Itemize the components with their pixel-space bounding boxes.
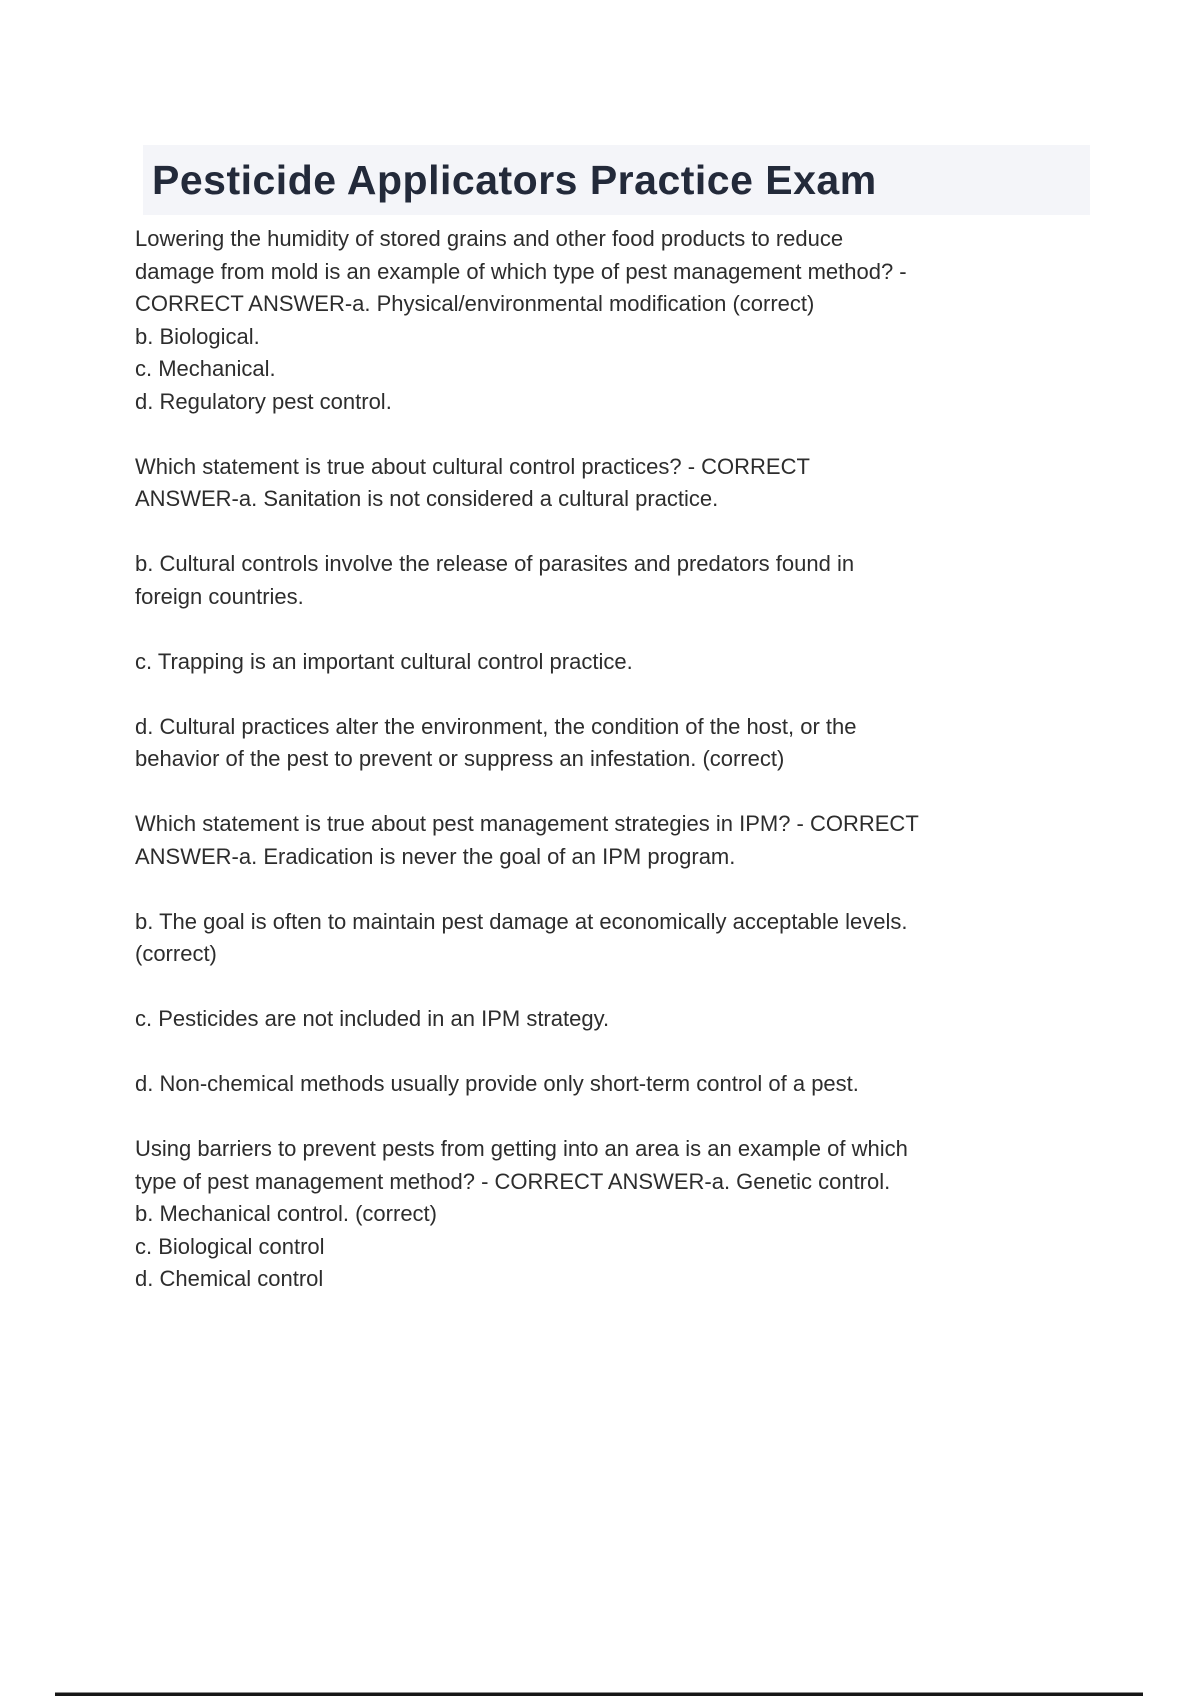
paragraph-line: Using barriers to prevent pests from getting into an area is an example of which <box>135 1136 908 1161</box>
paragraph-line: c. Mechanical. <box>135 356 276 381</box>
paragraph <box>135 1133 1095 1296</box>
paragraph-line: foreign countries. <box>135 583 304 609</box>
paragraph-line: d. Cultural practices alter the environment, the condition of the host, or the <box>135 713 857 739</box>
paragraph <box>135 646 1095 679</box>
paragraph-line: Which statement is true about pest management strategies in IPM? - CORRECT <box>135 811 919 836</box>
paragraph-line: c. Biological control <box>135 1233 325 1259</box>
page-title: Pesticide Applicators Practice Exam <box>152 156 877 203</box>
paragraph-line: (correct) <box>135 941 217 966</box>
paragraph-line: d. Non-chemical methods usually provide only short-term control of a pest. <box>135 1071 859 1096</box>
paragraph <box>135 223 1095 418</box>
paragraph-line: d. Chemical control <box>135 1266 324 1291</box>
paragraph-line: Lowering the humidity of stored grains and other food products to reduce <box>135 226 844 251</box>
paragraph-line: c. Pesticides are not included in an IPM strategy. <box>135 1006 610 1031</box>
paragraph-line: Which statement is true about cultural control practices? - CORRECT <box>135 453 810 479</box>
paragraph-line: c. Trapping is an important cultural control practice. <box>135 648 633 674</box>
paragraph <box>135 451 1095 516</box>
paragraph-line: ANSWER-a. Eradication is never the goal of an IPM program. <box>135 843 736 869</box>
paragraph <box>135 548 1095 613</box>
footer-divider-line <box>55 1692 1143 1696</box>
paragraph <box>135 906 1095 971</box>
paragraph-line: b. The goal is often to maintain pest damage at economically acceptable levels. <box>135 908 908 934</box>
paragraph-line: behavior of the pest to prevent or suppress an infestation. (correct) <box>135 746 785 771</box>
title-highlight-band <box>143 145 1090 215</box>
paragraph-line: CORRECT ANSWER-a. Physical/environmental modification (correct) <box>135 291 815 316</box>
document-body <box>135 223 1095 1296</box>
paragraph-line: damage from mold is an example of which type of pest management method? - <box>135 258 907 284</box>
paragraph-line: ANSWER-a. Sanitation is not considered a cultural practice. <box>135 486 719 511</box>
paragraph <box>135 1003 1095 1036</box>
paragraph <box>135 711 1095 776</box>
paragraph <box>135 808 1095 873</box>
paragraph-line: b. Mechanical control. (correct) <box>135 1201 437 1226</box>
paragraph-line: d. Regulatory pest control. <box>135 388 392 414</box>
paragraph-line: b. Cultural controls involve the release of parasites and predators found in <box>135 551 855 576</box>
paragraph-line: b. Biological. <box>135 323 260 349</box>
paragraph-line: type of pest management method? - CORRECT ANSWER-a. Genetic control. <box>135 1168 891 1194</box>
paragraph <box>135 1068 1095 1101</box>
